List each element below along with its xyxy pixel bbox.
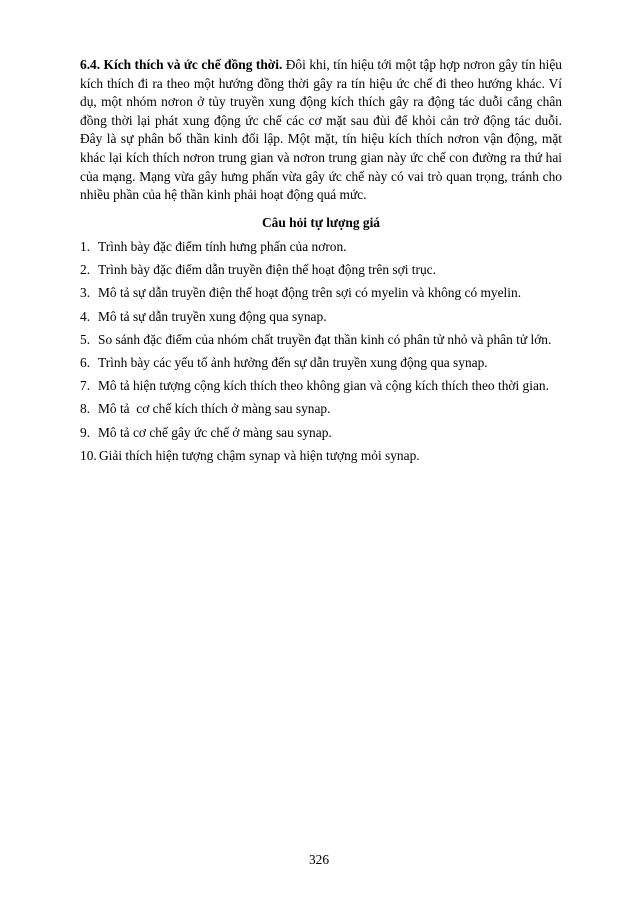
- question-text: Trình bày các yếu tố ảnh hưởng đến sự dẫn truyền xung động qua synap.: [98, 354, 488, 370]
- question-text: Trình bày đặc điểm dẫn truyền điện thế hoạt động trên sợi trục.: [98, 262, 436, 278]
- list-item: [80, 308, 580, 331]
- list-item: [80, 377, 580, 400]
- question-text: So sánh đặc điểm của nhóm chất truyền đạt thần kinh có phân tử nhỏ và phân tử lớn.: [98, 331, 552, 347]
- question-text: Giải thích hiện tượng chậm synap và hiện tượng mỏi synap.: [99, 447, 420, 463]
- question-text: Mô tả sự dẫn truyền điện thế hoạt động trên sợi có myelin và không có myelin.: [98, 285, 522, 301]
- question-number: 2.: [80, 262, 91, 278]
- question-number: 1.: [80, 239, 91, 254]
- question-text: Trình bày đặc điểm tính hưng phấn của nơron.: [98, 239, 347, 254]
- list-item: [80, 354, 580, 377]
- page-number: 326: [308, 852, 330, 867]
- review-title: Câu hỏi tự lượng giá: [262, 215, 380, 230]
- list-item: [80, 331, 580, 354]
- list-item: [80, 261, 580, 284]
- list-item: [80, 424, 580, 447]
- question-text: Mô tả hiện tượng cộng kích thích theo không gian và cộng kích thích theo thời gian.: [98, 378, 549, 394]
- question-number: 4.: [80, 308, 91, 324]
- question-number: 8.: [80, 401, 91, 417]
- question-number: 5.: [80, 331, 91, 347]
- question-text: Mô tả cơ chế gây ức chế ở màng sau synap.: [98, 424, 332, 440]
- question-number: 7.: [80, 378, 91, 394]
- question-text: Mô tả sự dẫn truyền xung động qua synap.: [98, 308, 327, 324]
- list-item: [80, 238, 580, 261]
- question-number: 6.: [80, 354, 91, 370]
- section-body: Đôi khi, tín hiệu tới một tập hợp nơron gây tín hiệu kích thích đi ra theo một hướng đồng thời gây ra tín hiệu ức chế đi theo hướng khác. Ví dụ, một nhóm nơron ở tủy truyền xung động kích thích gây ra động tác duỗi cẳng chân đồng thời lại phát xung động ức chế các cơ mặt sau đùi để khỏi cản trở động tác duỗi. Đây là sự phân bố thần kinh đối lập. Một mặt, tín hiệu kích thích nơron vận động, mặt khác lại kích thích nơron trung gian và nơron trung gian này ức chế con đường ra thứ hai của mạng. Mạng vừa gây hưng phấn vừa gây ức chế này có vai trò quan trọng, tránh cho nhiều phần của hệ thần kinh phải hoạt động quá mức.: [80, 57, 562, 203]
- section-heading: 6.4. Kích thích và ức chế đồng thời.: [80, 57, 283, 72]
- list-item: [80, 284, 580, 307]
- question-number: 9.: [80, 424, 91, 440]
- question-number: 3.: [80, 285, 91, 301]
- question-text: Mô tả cơ chế kích thích ở màng sau synap.: [98, 401, 331, 417]
- section-paragraph: [80, 56, 562, 205]
- question-list: [80, 238, 580, 470]
- list-item: [80, 447, 580, 470]
- question-number: 10.: [80, 447, 97, 463]
- list-item: [80, 400, 580, 423]
